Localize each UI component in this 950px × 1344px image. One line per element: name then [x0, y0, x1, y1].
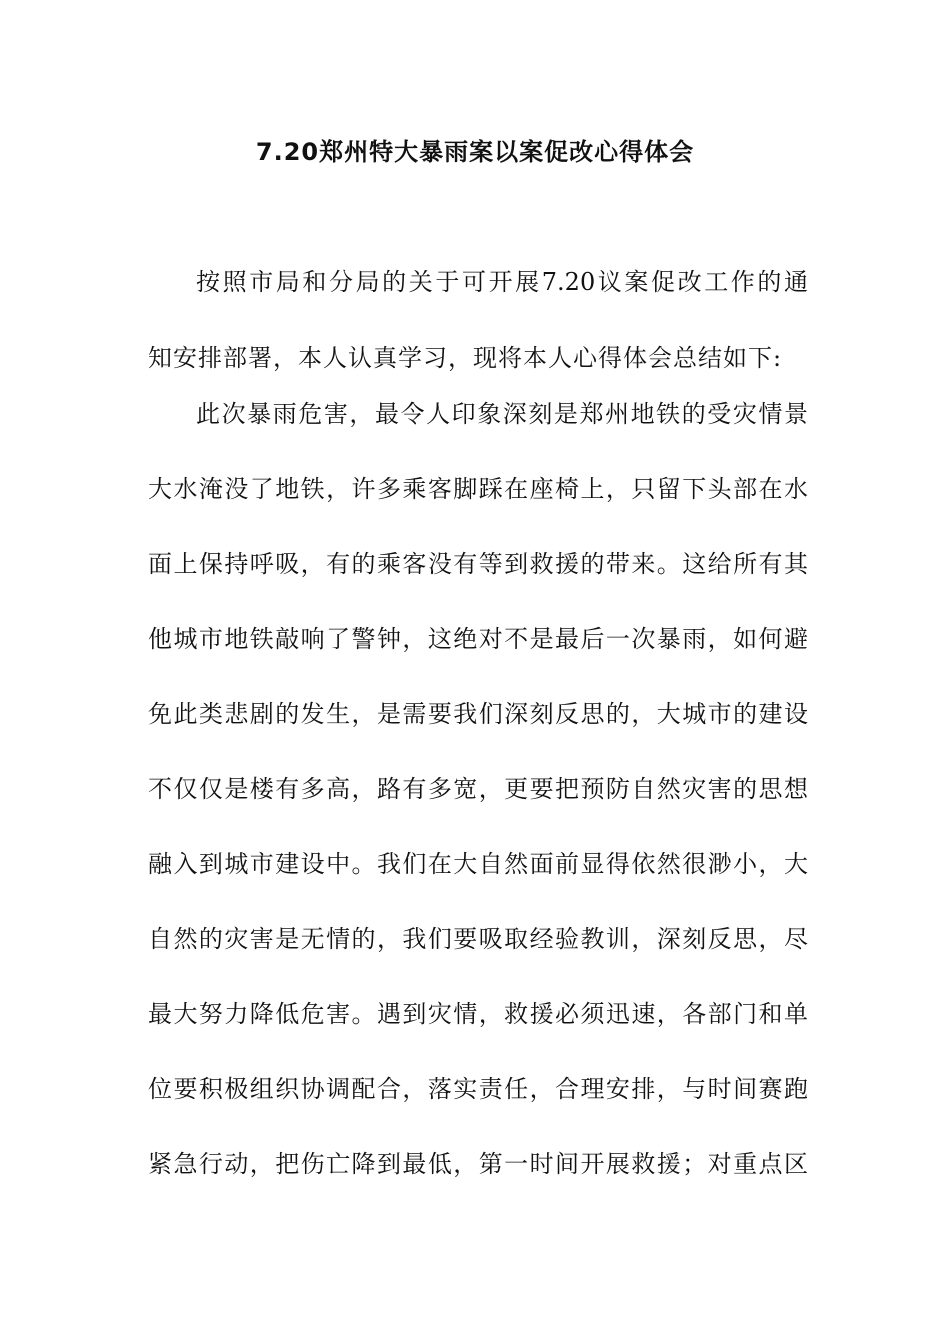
paragraph-2-line-3: 面上保持呼吸，有的乘客没有等到救援的带来。这给所有其 [148, 550, 808, 578]
paragraph-1-line-1: 按照市局和分局的关于可开展7.20议案促改工作的通 [196, 268, 808, 296]
paragraph-2-line-8: 自然的灾害是无情的，我们要吸取经验教训，深刻反思，尽 [148, 925, 808, 953]
document-title: 7.20郑州特大暴雨案以案促改心得体会 [255, 138, 695, 166]
paragraph-2-line-9: 最大努力降低危害。遇到灾情，救援必须迅速，各部门和单 [148, 1000, 808, 1028]
paragraph-2-line-1: 此次暴雨危害，最令人印象深刻是郑州地铁的受灾情景 [196, 400, 808, 428]
paragraph-2-line-2: 大水淹没了地铁，许多乘客脚踩在座椅上，只留下头部在水 [148, 475, 808, 503]
paragraph-2-line-6: 不仅仅是楼有多高，路有多宽，更要把预防自然灾害的思想 [148, 775, 808, 803]
paragraph-2-line-5: 免此类悲剧的发生，是需要我们深刻反思的，大城市的建设 [148, 700, 808, 728]
paragraph-2-line-4: 他城市地铁敲响了警钟，这绝对不是最后一次暴雨，如何避 [148, 625, 808, 653]
paragraph-2-line-10: 位要积极组织协调配合，落实责任，合理安排，与时间赛跑 [148, 1075, 808, 1103]
paragraph-2-line-7: 融入到城市建设中。我们在大自然面前显得依然很渺小，大 [148, 850, 808, 878]
paragraph-1-line-2: 知安排部署，本人认真学习，现将本人心得体会总结如下: [148, 344, 783, 372]
paragraph-2-line-11: 紧急行动，把伤亡降到最低，第一时间开展救援；对重点区 [148, 1150, 808, 1178]
